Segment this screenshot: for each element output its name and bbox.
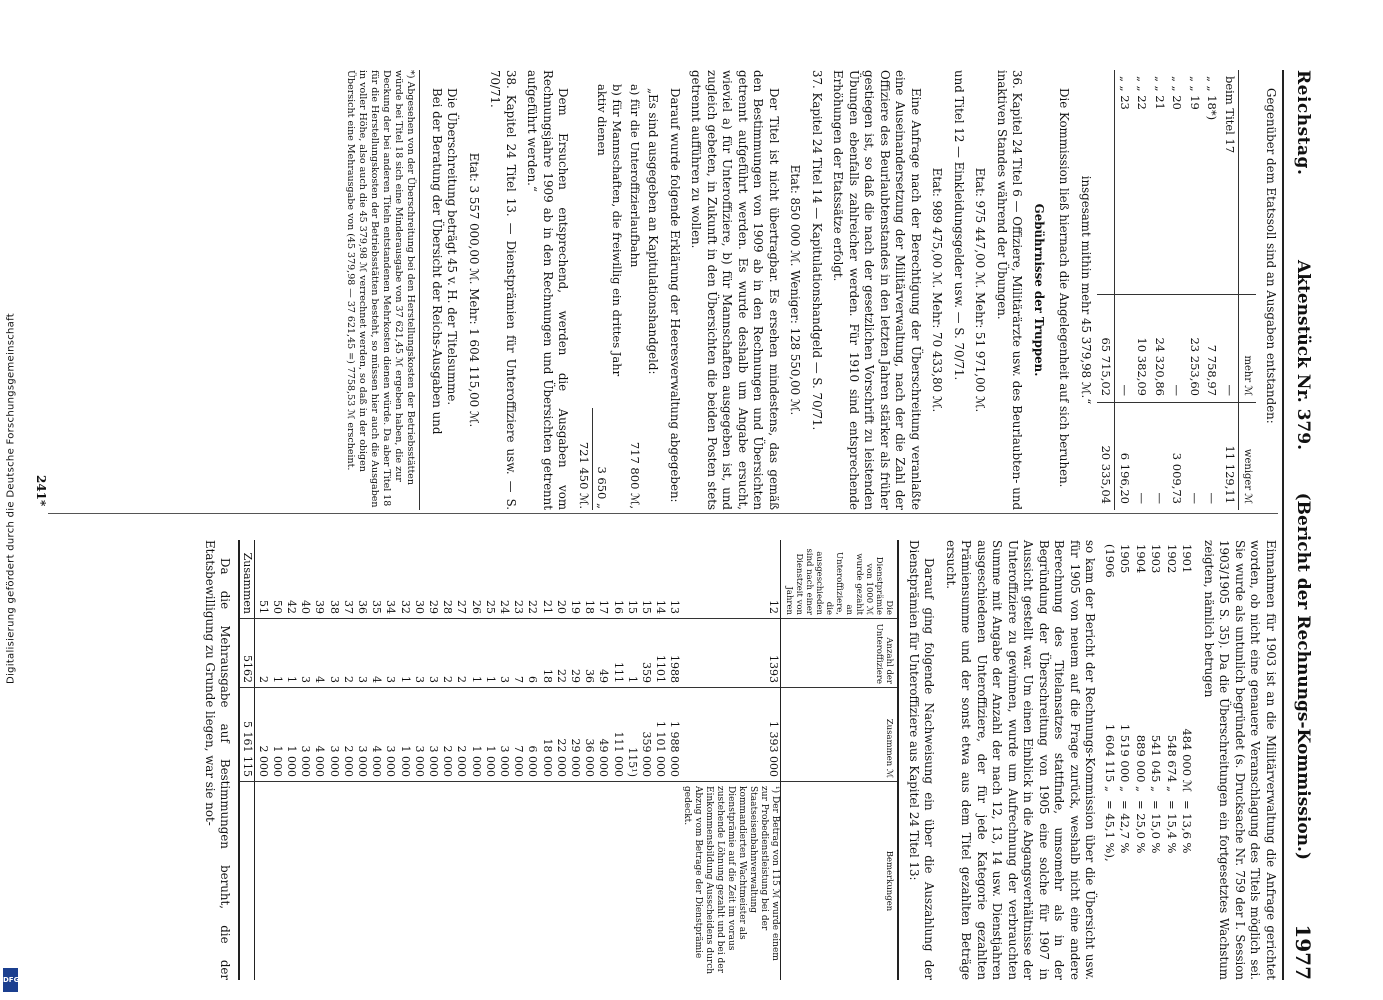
difference-weniger: — — [1133, 403, 1151, 511]
difference-label: „ „ 20 — [1170, 76, 1185, 110]
cell-count: 3 — [298, 619, 312, 688]
table-row — [440, 540, 454, 980]
cell-count: 1 — [284, 619, 298, 688]
cell-sum: 3 000 — [355, 688, 369, 782]
year-value: 541 045 „ — [1149, 734, 1164, 792]
table-row — [682, 540, 782, 980]
right-paragraph-2: so kam der Bericht der Rechnungs-Kommission über die Übersicht usw. für 1905 von neuem auf die Frage zurück, weshalb nicht eine andere Berechnung des Titelansatzes stattfinde, umsomehr als in der Begründung der Überschreitung von 1905 eine solche für 1907 in Aussicht gestellt war. Um einen Einblick in die Abgangsverhältnisse der Unteroffiziere zu gewinnen, wurde um Aufrechnung der verbrauchten Summe mit Angabe der Anzahl der nach 12, 13, 14 usw. Dienstjahren ausgeschiedenen Unteroffiziere, der für jede Kategorie gezahlten Prämiensumme und der sonst etwa aus dem Titel gezahlten Beträge ersucht. — [944, 540, 1098, 980]
cell-years: 26 — [468, 540, 482, 619]
cell-remark — [255, 782, 270, 981]
cell-sum: 2 000 — [454, 688, 468, 782]
difference-row — [1115, 70, 1133, 510]
table-row — [625, 540, 639, 980]
cell-sum: 29 000 — [568, 688, 582, 782]
item-38-etat: Etat: 3 557 000,00 ℳ. Mehr: 1 604 115,00 ℳ. — [467, 152, 481, 428]
cell-remark — [610, 782, 624, 981]
cell-sum: 3 000 — [497, 688, 511, 782]
cell-sum: 1 000 — [284, 688, 298, 782]
cell-remark — [511, 782, 525, 981]
table-row — [554, 540, 568, 980]
cell-sum: 111 000 — [610, 688, 624, 782]
difference-weniger: 3 009,73 — [1168, 403, 1186, 511]
cell-years: 42 — [284, 540, 298, 619]
difference-mehr: — — [1115, 295, 1133, 403]
year-percent: = 45,1 %), — [1103, 800, 1117, 862]
year-label: 1905 — [1118, 544, 1133, 574]
handgeld-table — [575, 70, 644, 510]
header-weniger: weniger ℳ — [1239, 403, 1257, 511]
difference-label: „ „ 23 — [1118, 76, 1132, 110]
cell-count: 359 — [639, 619, 653, 688]
year-percent: = 42,7 % — [1118, 800, 1133, 854]
handgeld-sum: 721 450 ℳ. — [577, 441, 591, 509]
total-sum: 5 161 115 — [239, 688, 255, 782]
cell-sum: 2 000 — [341, 688, 355, 782]
year-label: 1904 — [1134, 544, 1148, 574]
col-header-years: Die Dienstprämie von 1000 ℳ wurde gezahlt an Unteroffiziere, die ausgeschieden sind nach einer Dienstzeit von Jahren — [781, 540, 899, 619]
year-label: (1906 — [1103, 544, 1117, 578]
table-row — [539, 540, 553, 980]
header-left: Reichstag. — [1293, 70, 1313, 176]
cell-years: 15 — [625, 540, 639, 619]
table-row — [412, 540, 426, 980]
intro-paragraph: Gegenüber dem Etatssoll sind an Ausgaben entstanden: — [1264, 88, 1278, 424]
handgeld-row-sum — [575, 70, 593, 510]
total-line: insgesamt mithin mehr 45 379,98 ℳ.“ — [1079, 175, 1093, 405]
cell-years: 37 — [341, 540, 355, 619]
cell-sum: 3 000 — [383, 688, 397, 782]
table-row — [511, 540, 525, 980]
table-row — [255, 540, 270, 980]
cell-sum: 49 000 — [596, 688, 610, 782]
table-row — [298, 540, 312, 980]
difference-row — [1151, 70, 1169, 510]
difference-total-row — [1097, 70, 1115, 510]
total-mehr: 65 715,02 — [1097, 295, 1115, 403]
table-row — [653, 540, 667, 980]
cell-sum: 4 000 — [369, 688, 383, 782]
cell-sum: 18 000 — [539, 688, 553, 782]
table-row — [312, 540, 326, 980]
cell-count: 6 — [525, 619, 539, 688]
right-paragraph-3: Darauf ging folgende Nachweisung ein über die Auszahlung der Dienstprämien für Unteroffiziere aus Kapitel 24 Titel 13: — [907, 540, 937, 980]
years-table — [1102, 540, 1195, 980]
cell-years: 35 — [369, 540, 383, 619]
cell-count: 36 — [582, 619, 596, 688]
cell-count: 3 — [412, 619, 426, 688]
cell-remark — [270, 782, 284, 981]
dienstpraemien-table — [238, 540, 899, 980]
difference-row — [1203, 70, 1221, 510]
total-weniger: 20 335,04 — [1097, 403, 1115, 511]
cell-remark — [341, 782, 355, 981]
year-row — [1179, 540, 1195, 980]
cell-count: 4 — [369, 619, 383, 688]
cell-sum: 36 000 — [582, 688, 596, 782]
header-right: (Bericht der Rechnungs-Kommission.) — [1293, 492, 1313, 860]
cell-remark — [582, 782, 596, 981]
cell-sum: 2 000 — [255, 688, 270, 782]
cell-sum: 6 000 — [525, 688, 539, 782]
table-row — [426, 540, 440, 980]
year-label: 1902 — [1165, 544, 1179, 574]
table-row — [326, 540, 340, 980]
table-row — [383, 540, 397, 980]
item-37-etat: Etat: 850 000 ℳ. Weniger: 128 550,00 ℳ. — [788, 164, 803, 416]
year-percent: = 25,0 % — [1134, 800, 1148, 854]
item-37-body: Der Titel ist nicht übertragbar. Es ersehen mindestens, das gemäß den Bestimmungen von 1909 ab in den Rechnungen und Übersichten getrennt aufgeführt werden. Es wurde deshalb um Angabe ersucht, wieviel a) für Unteroffiziere, b) für Mannschaften ausgegeben ist, und zugleich gebeten, in Zukunft in den Übersichten die beiden Posten stets getrennt aufführen zu wollen. — [689, 70, 781, 510]
item-36-etat2: Etat: 989 475,00 ℳ. Mehr: 70 433,80 ℳ. — [930, 167, 945, 413]
cell-remark — [412, 782, 426, 981]
cell-sum: 3 000 — [326, 688, 340, 782]
cell-remark — [653, 782, 667, 981]
cell-count: 3 — [326, 619, 340, 688]
col-header-sum: Zusammen ℳ — [781, 688, 899, 782]
cell-remark — [312, 782, 326, 981]
difference-row — [1168, 70, 1186, 510]
item-36-titel12: und Titel 12 — Einkleidungsgelder usw. — S. 70/71. — [952, 70, 966, 381]
table-row — [639, 540, 653, 980]
cell-years: 38 — [326, 540, 340, 619]
cell-count: 3 — [497, 619, 511, 688]
right-column — [58, 540, 1278, 980]
total-label: Zusammen — [239, 540, 255, 619]
table-row — [667, 540, 681, 980]
cell-years: 12 — [682, 540, 782, 619]
kommission-paragraph: Die Kommission ließ hiernach die Angelegenheit auf sich beruhen. — [1057, 88, 1072, 488]
difference-weniger: — — [1186, 403, 1204, 511]
cell-years: 51 — [255, 540, 270, 619]
cell-remark — [667, 782, 681, 981]
cell-count: 2 — [440, 619, 454, 688]
cell-remark — [298, 782, 312, 981]
difference-weniger: 11 129,11 — [1221, 403, 1239, 511]
handgeld-a-label: a) für die Unteroffizierlaufbahn — [628, 84, 642, 268]
page-number: 1977 — [1291, 924, 1315, 980]
year-row — [1133, 540, 1149, 980]
page-header — [1282, 70, 1318, 980]
col-header-count: Anzahl der Unteroffiziere — [781, 619, 899, 688]
cell-count: 2 — [255, 619, 270, 688]
cell-years: 34 — [383, 540, 397, 619]
cell-sum: 1 000 — [270, 688, 284, 782]
cell-remark — [284, 782, 298, 981]
table-row — [610, 540, 624, 980]
year-value: 548 674 „ — [1165, 734, 1179, 792]
cell-remark — [355, 782, 369, 981]
cell-count: 2 — [341, 619, 355, 688]
difference-mehr: 23 253,60 — [1186, 295, 1204, 403]
item-38-heading: 38. Kapitel 24 Titel 13. — Dienstprämien für Unteroffiziere usw. — S. 70/71. — [488, 70, 518, 510]
cell-remark — [625, 782, 639, 981]
cell-remark — [326, 782, 340, 981]
difference-label: „ „ 21 — [1153, 76, 1167, 110]
cell-years: 22 — [525, 540, 539, 619]
cell-remark — [539, 782, 553, 981]
cell-years: 27 — [454, 540, 468, 619]
total-count: 5162 — [239, 619, 255, 688]
difference-mehr: 7 758,97 — [1203, 295, 1221, 403]
cell-count: 1 — [270, 619, 284, 688]
cell-sum: 115¹) — [625, 688, 639, 782]
cell-sum: 1 000 — [468, 688, 482, 782]
col-header-remarks: Bemerkungen — [781, 782, 899, 981]
header-mehr: mehr ℳ — [1239, 295, 1257, 403]
cell-remark — [483, 782, 497, 981]
left-column — [58, 70, 1278, 510]
handgeld-row-a — [626, 70, 644, 510]
cell-years: 36 — [355, 540, 369, 619]
credit-text: Digitalisierung gefördert durch die Deutsche Forschungsgemeinschaft — [5, 313, 17, 684]
difference-row — [1133, 70, 1151, 510]
footer-mark: 241* — [34, 475, 48, 507]
cell-count: 1 — [625, 619, 639, 688]
cell-count: 3 — [383, 619, 397, 688]
table-row — [397, 540, 411, 980]
item-38-body2: Bei der Beratung der Übersicht der Reichs-Ausgaben und — [430, 88, 444, 435]
cell-count: 1988 — [667, 619, 681, 688]
year-label: 1903 — [1149, 544, 1164, 574]
cell-years: 29 — [426, 540, 440, 619]
difference-mehr: 10 382,09 — [1133, 295, 1151, 403]
cell-count: 49 — [596, 619, 610, 688]
cell-years: 30 — [412, 540, 426, 619]
table-row — [596, 540, 610, 980]
cell-years: 50 — [270, 540, 284, 619]
table-row — [355, 540, 369, 980]
cell-remark — [468, 782, 482, 981]
cell-sum: 1 000 — [397, 688, 411, 782]
cell-years: 23 — [511, 540, 525, 619]
cell-years: 17 — [596, 540, 610, 619]
handgeld-a-value: 717 800 ℳ, — [628, 441, 642, 509]
table-row — [369, 540, 383, 980]
cell-sum: 22 000 — [554, 688, 568, 782]
item-38-body1: Die Überschreitung beträgt 45 v. H. der Titelsumme. — [445, 88, 460, 406]
cell-remark — [426, 782, 440, 981]
cell-years: 25 — [483, 540, 497, 619]
year-label: 1901 — [1180, 544, 1195, 574]
column-divider — [48, 513, 1278, 514]
cell-sum: 7 000 — [511, 688, 525, 782]
dfg-logo: DFG — [3, 968, 18, 992]
cell-remark — [440, 782, 454, 981]
cell-count: 1393 — [682, 619, 782, 688]
cell-count: 18 — [539, 619, 553, 688]
footnote: *) Abgesehen von der Überschreitung bei den Herstellungskosten der Betriebsstätten würde bei Titel 18 sich eine Minderausgabe von 37 621,45 ℳ ergeben haben, die zur Deckung der bei anderen Titeln entstandenen Mehrkosten dienen würde. Da aber Titel 18 für die Herstellungskosten der Betriebsstätten besteht, so müssen hier auch die Ausgaben in voller Höhe, also auch die 45 379,98 ℳ verrechnet werden, so daß in der obigen Übersicht eine Mehrausgabe von (45 379,98 — 37 621,45 =) 7758,53 ℳ erscheint. — [345, 70, 421, 510]
item-37-quote: „Es sind ausgegeben an Kapitulationshandgeld: — [646, 88, 661, 375]
table-row — [483, 540, 497, 980]
cell-count: 3 — [355, 619, 369, 688]
table-row — [284, 540, 298, 980]
cell-remark — [568, 782, 582, 981]
table-row — [341, 540, 355, 980]
difference-mehr: — — [1168, 295, 1186, 403]
cell-count: 22 — [554, 619, 568, 688]
cell-sum: 1 393 000 — [682, 688, 782, 782]
cell-sum: 3 000 — [426, 688, 440, 782]
cell-count: 111 — [610, 619, 624, 688]
cell-years: 14 — [653, 540, 667, 619]
cell-years: 28 — [440, 540, 454, 619]
difference-label: „ „ 22 — [1135, 76, 1150, 110]
cell-years: 40 — [298, 540, 312, 619]
cell-years: 24 — [497, 540, 511, 619]
cell-sum: 3 000 — [412, 688, 426, 782]
year-value: 889 000 „ — [1134, 734, 1148, 792]
cell-remark — [497, 782, 511, 981]
item-36-body: Eine Anfrage nach der Berechtigung der Überschreitung veranlaßte eine Auseinandersetzung der Militärverwaltung, nach der die Zahl der Offiziere des Beurlaubtenstandes in den letzten Jahren stärker als früher gestiegen ist, so daß die nach der gesetzlichen Vorschrift zu leistenden Übungen ebenfalls zahlreicher werden. Für 1910 sind entsprechende Erhöhungen der Etatssätze erfolgt. — [831, 70, 923, 510]
item-37-heading: 37. Kapitel 24 Titel 14 — Kapitulationshandgeld — S. 70/71. — [810, 70, 824, 431]
cell-count: 29 — [568, 619, 582, 688]
year-row — [1148, 540, 1164, 980]
cell-sum: 4 000 — [312, 688, 326, 782]
cell-count: 2 — [454, 619, 468, 688]
difference-label: „ „ 19 — [1188, 76, 1202, 110]
table-row — [497, 540, 511, 980]
right-paragraph-1: Einnahmen für 1903 ist an die Militärverwaltung die Anfrage gerichtet worden, ob nicht eine genauere Veranschlagung des Titels möglich sei. Sie wurde als untunlich begründet (s. Drucksache Nr. 759 der I. Session 1903/1905 S. 35). Da die Überschreitungen ein fortgesetztes Wachstum zeigten, nämlich betrugen — [1202, 540, 1278, 980]
difference-row — [1186, 70, 1204, 510]
cell-count: 1 — [468, 619, 482, 688]
cell-remark — [525, 782, 539, 981]
table-row — [525, 540, 539, 980]
year-value: 1 604 115 „ — [1103, 723, 1117, 792]
cell-years: 16 — [610, 540, 624, 619]
handgeld-b-label: b) für Mannschaften, die freiwillig ein drittes Jahr aktiv dienen — [595, 84, 625, 377]
cell-sum: 359 000 — [639, 688, 653, 782]
table-row — [270, 540, 284, 980]
year-row — [1117, 540, 1133, 980]
year-percent: = 15,0 % — [1149, 800, 1164, 854]
difference-label: beim Titel 17 — [1223, 76, 1237, 154]
cell-remark — [596, 782, 610, 981]
cell-years: 39 — [312, 540, 326, 619]
cell-sum: 2 000 — [440, 688, 454, 782]
difference-row — [1221, 70, 1239, 510]
year-percent: = 13,6 % — [1180, 800, 1195, 854]
cell-years: 18 — [582, 540, 596, 619]
cell-remark — [454, 782, 468, 981]
cell-count: 3 — [426, 619, 440, 688]
cell-sum: 1 988 000 — [667, 688, 681, 782]
difference-weniger: — — [1203, 403, 1221, 511]
section-title: Gebührnisse der Truppen. — [1032, 203, 1046, 377]
cell-years: 19 — [568, 540, 582, 619]
difference-table — [1097, 70, 1257, 510]
cell-years: 32 — [397, 540, 411, 619]
difference-weniger: — — [1151, 403, 1169, 511]
difference-mehr: — — [1221, 295, 1239, 403]
right-paragraph-4: Da die Mehrausgabe auf Bestimmungen beruht, die der Etatsbewilligung zu Grunde liegen, war sie not- — [202, 540, 233, 980]
year-percent: = 15,4 % — [1165, 800, 1179, 854]
cell-remark — [639, 782, 653, 981]
cell-years: 15 — [639, 540, 653, 619]
header-middle: Aktenstück Nr. 379. — [1293, 260, 1313, 451]
item-37-end: Dem Ersuchen entsprechend, werden die Ausgaben vom Rechnungsjahre 1909 ab in den Rechnungen und Übersichten getrennt aufgeführt werden.“ — [525, 70, 571, 510]
item-36-heading: 36. Kapitel 24 Titel 6 — Offiziere, Militärärzte usw. des Beurlaubten- und inaktiven Standes während der Übungen. — [995, 70, 1025, 510]
cell-sum: 3 000 — [298, 688, 312, 782]
difference-label: „ „ 18*) — [1205, 76, 1220, 121]
cell-years: 13 — [667, 540, 681, 619]
cell-remark: ¹) Der Betrag von 115 ℳ wurde einem zur Probedienstleistung bei der Staatseisenbahnverwaltung kommandierten Wachtmeister als Dienstprämie auf die Zeit im voraus zustehende Löhnung gezahlt und bei der Einkommensbildung Ausscheidens durch Abzug vom Betrage der Dienstprämie gedeckt. — [682, 786, 781, 975]
item-36-etat: Etat: 975 447,00 ℳ. Mehr: 51 971,00 ℳ. — [973, 167, 988, 413]
table-row — [568, 540, 582, 980]
cell-remark — [369, 782, 383, 981]
cell-remark — [383, 782, 397, 981]
table-row — [468, 540, 482, 980]
cell-count: 7 — [511, 619, 525, 688]
difference-mehr: 24 320,86 — [1151, 295, 1169, 403]
cell-sum: 1 000 — [483, 688, 497, 782]
cell-count: 1101 — [653, 619, 667, 688]
handgeld-b-value: 3 650 „ — [593, 408, 626, 510]
cell-sum: 1 101 000 — [653, 688, 667, 782]
year-value: 1 519 000 „ — [1118, 723, 1133, 792]
cell-remark — [397, 782, 411, 981]
handgeld-row-b — [593, 70, 626, 510]
cell-count: 1 — [397, 619, 411, 688]
table-total-row — [239, 540, 255, 980]
cell-count: 4 — [312, 619, 326, 688]
item-37-darauf: Darauf wurde folgende Erklärung der Heeresverwaltung abgegeben: — [668, 88, 682, 503]
cell-count: 1 — [483, 619, 497, 688]
year-value: 484 000 ℳ — [1180, 728, 1195, 792]
table-row — [454, 540, 468, 980]
cell-remark — [554, 782, 568, 981]
table-row — [582, 540, 596, 980]
year-row — [1164, 540, 1180, 980]
year-row — [1102, 540, 1118, 980]
cell-years: 21 — [539, 540, 553, 619]
difference-weniger: 6 196,20 — [1115, 403, 1133, 511]
cell-years: 20 — [554, 540, 568, 619]
